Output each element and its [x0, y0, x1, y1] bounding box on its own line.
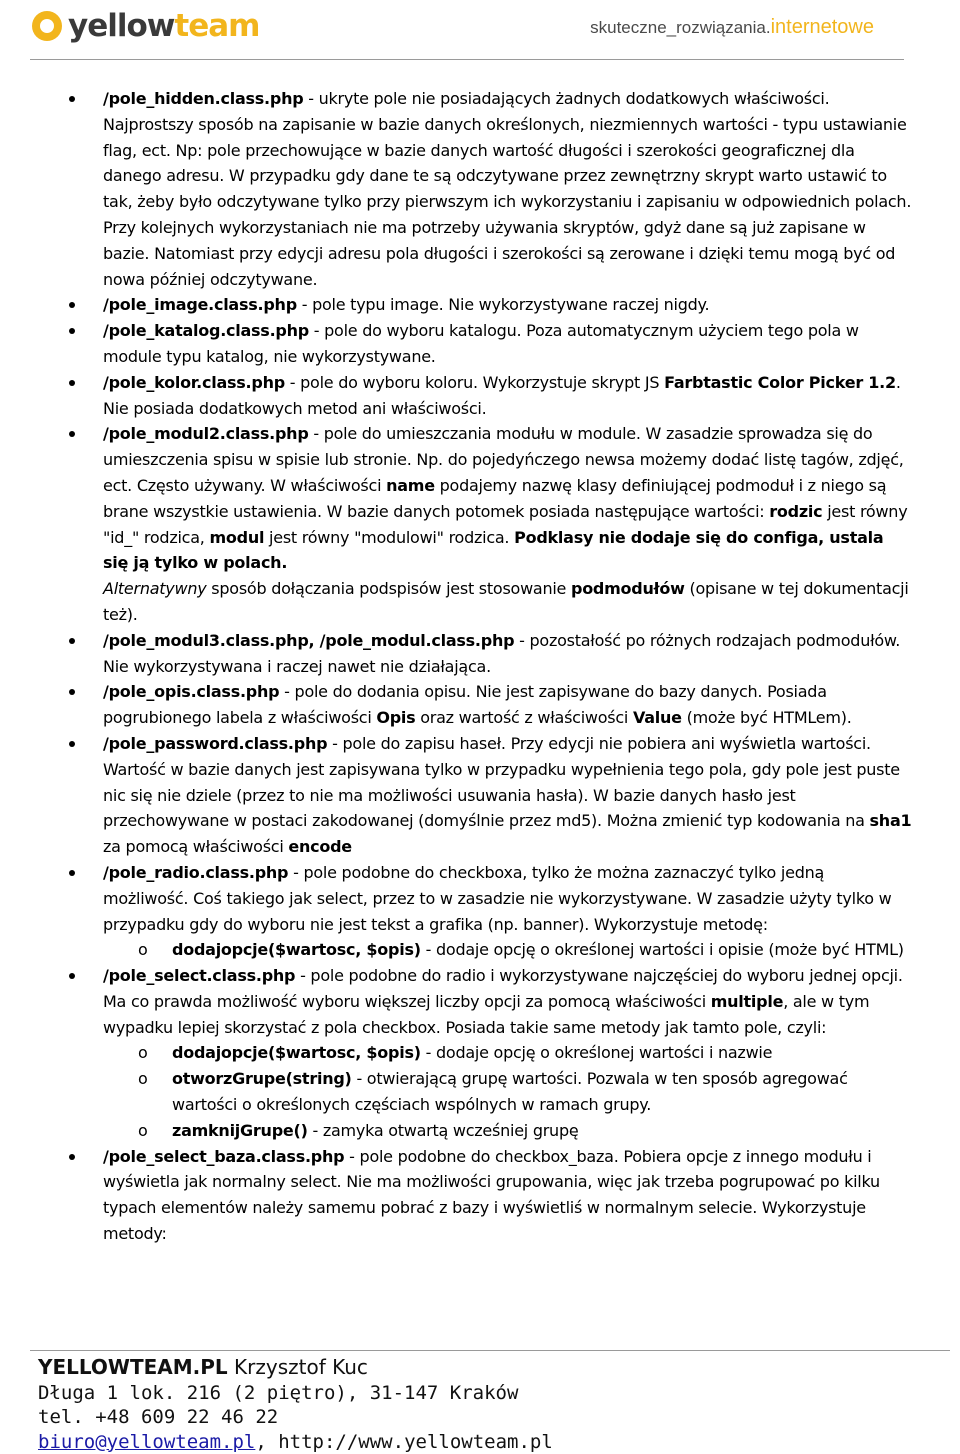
- item-name: /pole_password.class.php: [103, 733, 328, 753]
- method-item: [103, 1118, 912, 1144]
- item-name: /pole_katalog.class.php: [103, 321, 309, 341]
- footer-divider: [30, 1350, 950, 1351]
- item-name: /pole_kolor.class.php: [103, 372, 285, 392]
- item-text: - ukryte pole nie posiadających żadnych dodatkowych właściwości. Najprostszy sposób na zapisanie w bazie danych określonych, niezmiennych wartości - typu ustawianie flag, ect. Np: pole przechowujące w bazie danych wartość długości i szerokości geograficznej dla danego adresu. W przypadku gdy dane te są odczytywane przez zewnętrzny skrypt warto ustawić to tak, żeby było odczytywane tylko przy pierwszym ich wykorzystaniu i zapisaniu w odpowiednich polach. Przy kolejnych wykorzystaniach nie ma potrzeby używania skryptów, gdyż dane są już zapisane w bazie. Natomiast przy edycji adresu pola długości i szerokości są zerowane i dzięki temu mogą być od nowa później odczytywane.: [103, 89, 912, 289]
- method-text: - dodaje opcję o określonej wartości i nazwie: [420, 1043, 773, 1063]
- item-text: (może być HTMLem).: [681, 708, 852, 728]
- list-item: [66, 628, 912, 680]
- footer-address: Długa 1 lok. 216 (2 piętro), 31-147 Kraków: [38, 1381, 519, 1404]
- list-item: [66, 318, 912, 370]
- list-item: [66, 731, 912, 860]
- item-text: sposób dołączania podspisów jest stosowanie: [206, 579, 571, 599]
- tagline-part-1: skuteczne_rozwiązania.: [590, 18, 771, 37]
- item-text: - pole do zapisu haseł. Przy edycji nie pobiera ani wyświetla wartości. Wartość w bazie danych jest zapisywana tylko w przypadku wypełnienia tego pola, gdy pole jest puste nic się nie dziele (przez to nie ma możliwości usuwania hasła). W bazie danych hasło jest przechowywane w postaci zakodowanej (domyślnie przez md5). Można zmienić typ kodowania na: [103, 733, 900, 831]
- list-item: [66, 860, 912, 963]
- item-text: - pole podobne do checkboxa, tylko że można zaznaczyć tylko jedną możliwość. Coś takiego jak select, przez to w zasadzie nie wykorzystywane. W zasadzie użyty tylko w przypadku gdy do wyboru nie jest tekst a grafika (np. banner). Wykorzystuje metodę:: [103, 862, 892, 934]
- item-text: - pole do wyboru koloru. Wykorzystuje skrypt JS: [284, 372, 665, 392]
- footer-separator: ,: [255, 1430, 279, 1453]
- footer-phone: tel. +48 609 22 46 22: [38, 1406, 279, 1428]
- item-bold: rodzic: [769, 501, 823, 521]
- item-text: . Nie posiada dodatkowych metod ani właściwości.: [103, 372, 901, 418]
- yellowteam-logo: [32, 8, 260, 44]
- logo-wordmark: [68, 8, 260, 44]
- footer-line-brand: [38, 1355, 553, 1381]
- header-divider: [30, 59, 904, 60]
- item-text: jest równy "modulowi" rodzica.: [264, 527, 515, 547]
- method-item: [103, 1066, 912, 1118]
- list-item: [66, 963, 912, 1144]
- item-bold: Podklasy nie dodaje się do configa, ustala się ją tylko w polach.: [103, 527, 884, 573]
- item-bold: encode: [288, 837, 352, 857]
- tagline-part-2: internetowe: [770, 16, 874, 38]
- item-name: /pole_select.class.php: [103, 966, 296, 986]
- item-text: - pole typu image. Nie wykorzystywane raczej nigdy.: [296, 295, 710, 315]
- method-text: - dodaje opcję o określonej wartości i opisie (może być HTML): [420, 940, 904, 960]
- method-text: - otwierającą grupę wartości. Pozwala w ten sposób agregować wartości o określonych częściach wspólnych w ramach grupy.: [172, 1069, 848, 1115]
- item-text: (opisane w tej dokumentacji też).: [103, 579, 909, 624]
- list-item: [66, 370, 912, 422]
- page-header: [0, 0, 960, 62]
- header-tagline: [590, 16, 874, 39]
- logo-part-1: yellow: [68, 8, 175, 44]
- method-text: - zamyka otwartą wcześniej grupę: [307, 1120, 579, 1140]
- footer-brand: YELLOWTEAM.PL: [38, 1355, 228, 1379]
- list-item: [66, 421, 912, 627]
- field-list: [66, 86, 912, 1247]
- method-name: otworzGrupe(string): [172, 1069, 352, 1089]
- item-text: podajemy nazwę klasy definiującej podmoduł i z niego są brane wszystkie ustawienia. W bazie danych potomek posiada następujące wartości:: [103, 475, 887, 521]
- method-list: [103, 937, 912, 963]
- item-italic: Alternatywny: [103, 579, 207, 599]
- footer-person: Krzysztof Kuc: [227, 1355, 368, 1379]
- item-text: jest równy "id_" rodzica,: [103, 501, 908, 547]
- item-text: oraz wartość z właściwości: [415, 708, 633, 728]
- page-footer: [38, 1355, 553, 1454]
- item-name: /pole_image.class.php: [103, 295, 297, 315]
- list-item: [66, 1144, 912, 1247]
- item-bold: sha1: [869, 811, 912, 831]
- method-list: [103, 1040, 912, 1143]
- item-text: - pozostałość po różnych rodzajach podmodułów. Nie wykorzystywana i raczej nawet nie działająca.: [103, 630, 901, 676]
- item-text: - pole podobne do radio i wykorzystywane najczęściej do wyboru jednej opcji. Ma co prawda możliwość wyboru większej liczby opcji za pomocą właściwości: [103, 966, 903, 1011]
- item-text: - pole podobne do checkbox_baza. Pobiera opcje z innego modułu i wyświetla jak normalny select. Nie ma możliwości grupowania, więc jak trzeba pogrupować po kilku typach elementów należy samemu pobrać z bazy i wyświetliś w normalnym selecie. Wykorzystuje metody:: [103, 1146, 880, 1244]
- document-body: [66, 86, 912, 1247]
- item-bold: multiple: [710, 991, 784, 1011]
- item-name: /pole_select_baza.class.php: [103, 1146, 345, 1166]
- item-text: - pole do wyboru katalogu. Poza automatycznym użyciem tego pola w module typu katalog, nie wykorzystywane.: [103, 321, 859, 366]
- item-text: , ale w tym wypadku lepiej skorzystać z pola checkbox. Posiada takie same metody jak tamto pole, czyli:: [103, 991, 870, 1037]
- item-name: /pole_modul2.class.php: [103, 424, 309, 444]
- item-bold: modul: [209, 527, 265, 547]
- item-text: - pole do umieszczania modułu w module. W zasadzie sprowadza się do umieszczenia spisu w spisie lub stronie. Np. do pojedyńczego newsa możemy dodać listę tagów, zdjęć, ect. Często używany. W właściwości: [103, 424, 904, 495]
- item-bold: name: [386, 475, 435, 495]
- logo-ring-icon: [32, 11, 62, 41]
- method-item: [103, 1040, 912, 1066]
- item-name: /pole_hidden.class.php: [103, 89, 304, 108]
- method-name: dodajopcje($wartosc, $opis): [172, 1043, 421, 1063]
- method-name: dodajopcje($wartosc, $opis): [172, 940, 421, 960]
- method-item: [103, 937, 912, 963]
- list-item: [66, 86, 912, 292]
- footer-links: [38, 1430, 553, 1454]
- method-name: zamknijGrupe(): [172, 1120, 308, 1140]
- list-item: [66, 292, 912, 318]
- website-link[interactable]: http://www.yellowteam.pl: [278, 1430, 553, 1453]
- item-name: /pole_opis.class.php: [103, 682, 280, 702]
- item-bold: Value: [632, 708, 682, 728]
- item-text: za pomocą właściwości: [103, 837, 289, 857]
- item-bold: Farbtastic Color Picker 1.2: [664, 372, 896, 392]
- email-link[interactable]: biuro@yellowteam.pl: [38, 1430, 256, 1453]
- item-bold: Opis: [376, 708, 416, 728]
- item-text: - pole do dodania opisu. Nie jest zapisywane do bazy danych. Posiada pogrubionego labela z właściwości: [103, 682, 827, 728]
- item-bold: podmodułów: [570, 579, 685, 599]
- item-name: /pole_radio.class.php: [103, 862, 289, 882]
- logo-part-2: team: [174, 8, 260, 44]
- list-item: [66, 679, 912, 731]
- item-name: /pole_modul3.class.php, /pole_modul.class.php: [103, 630, 515, 650]
